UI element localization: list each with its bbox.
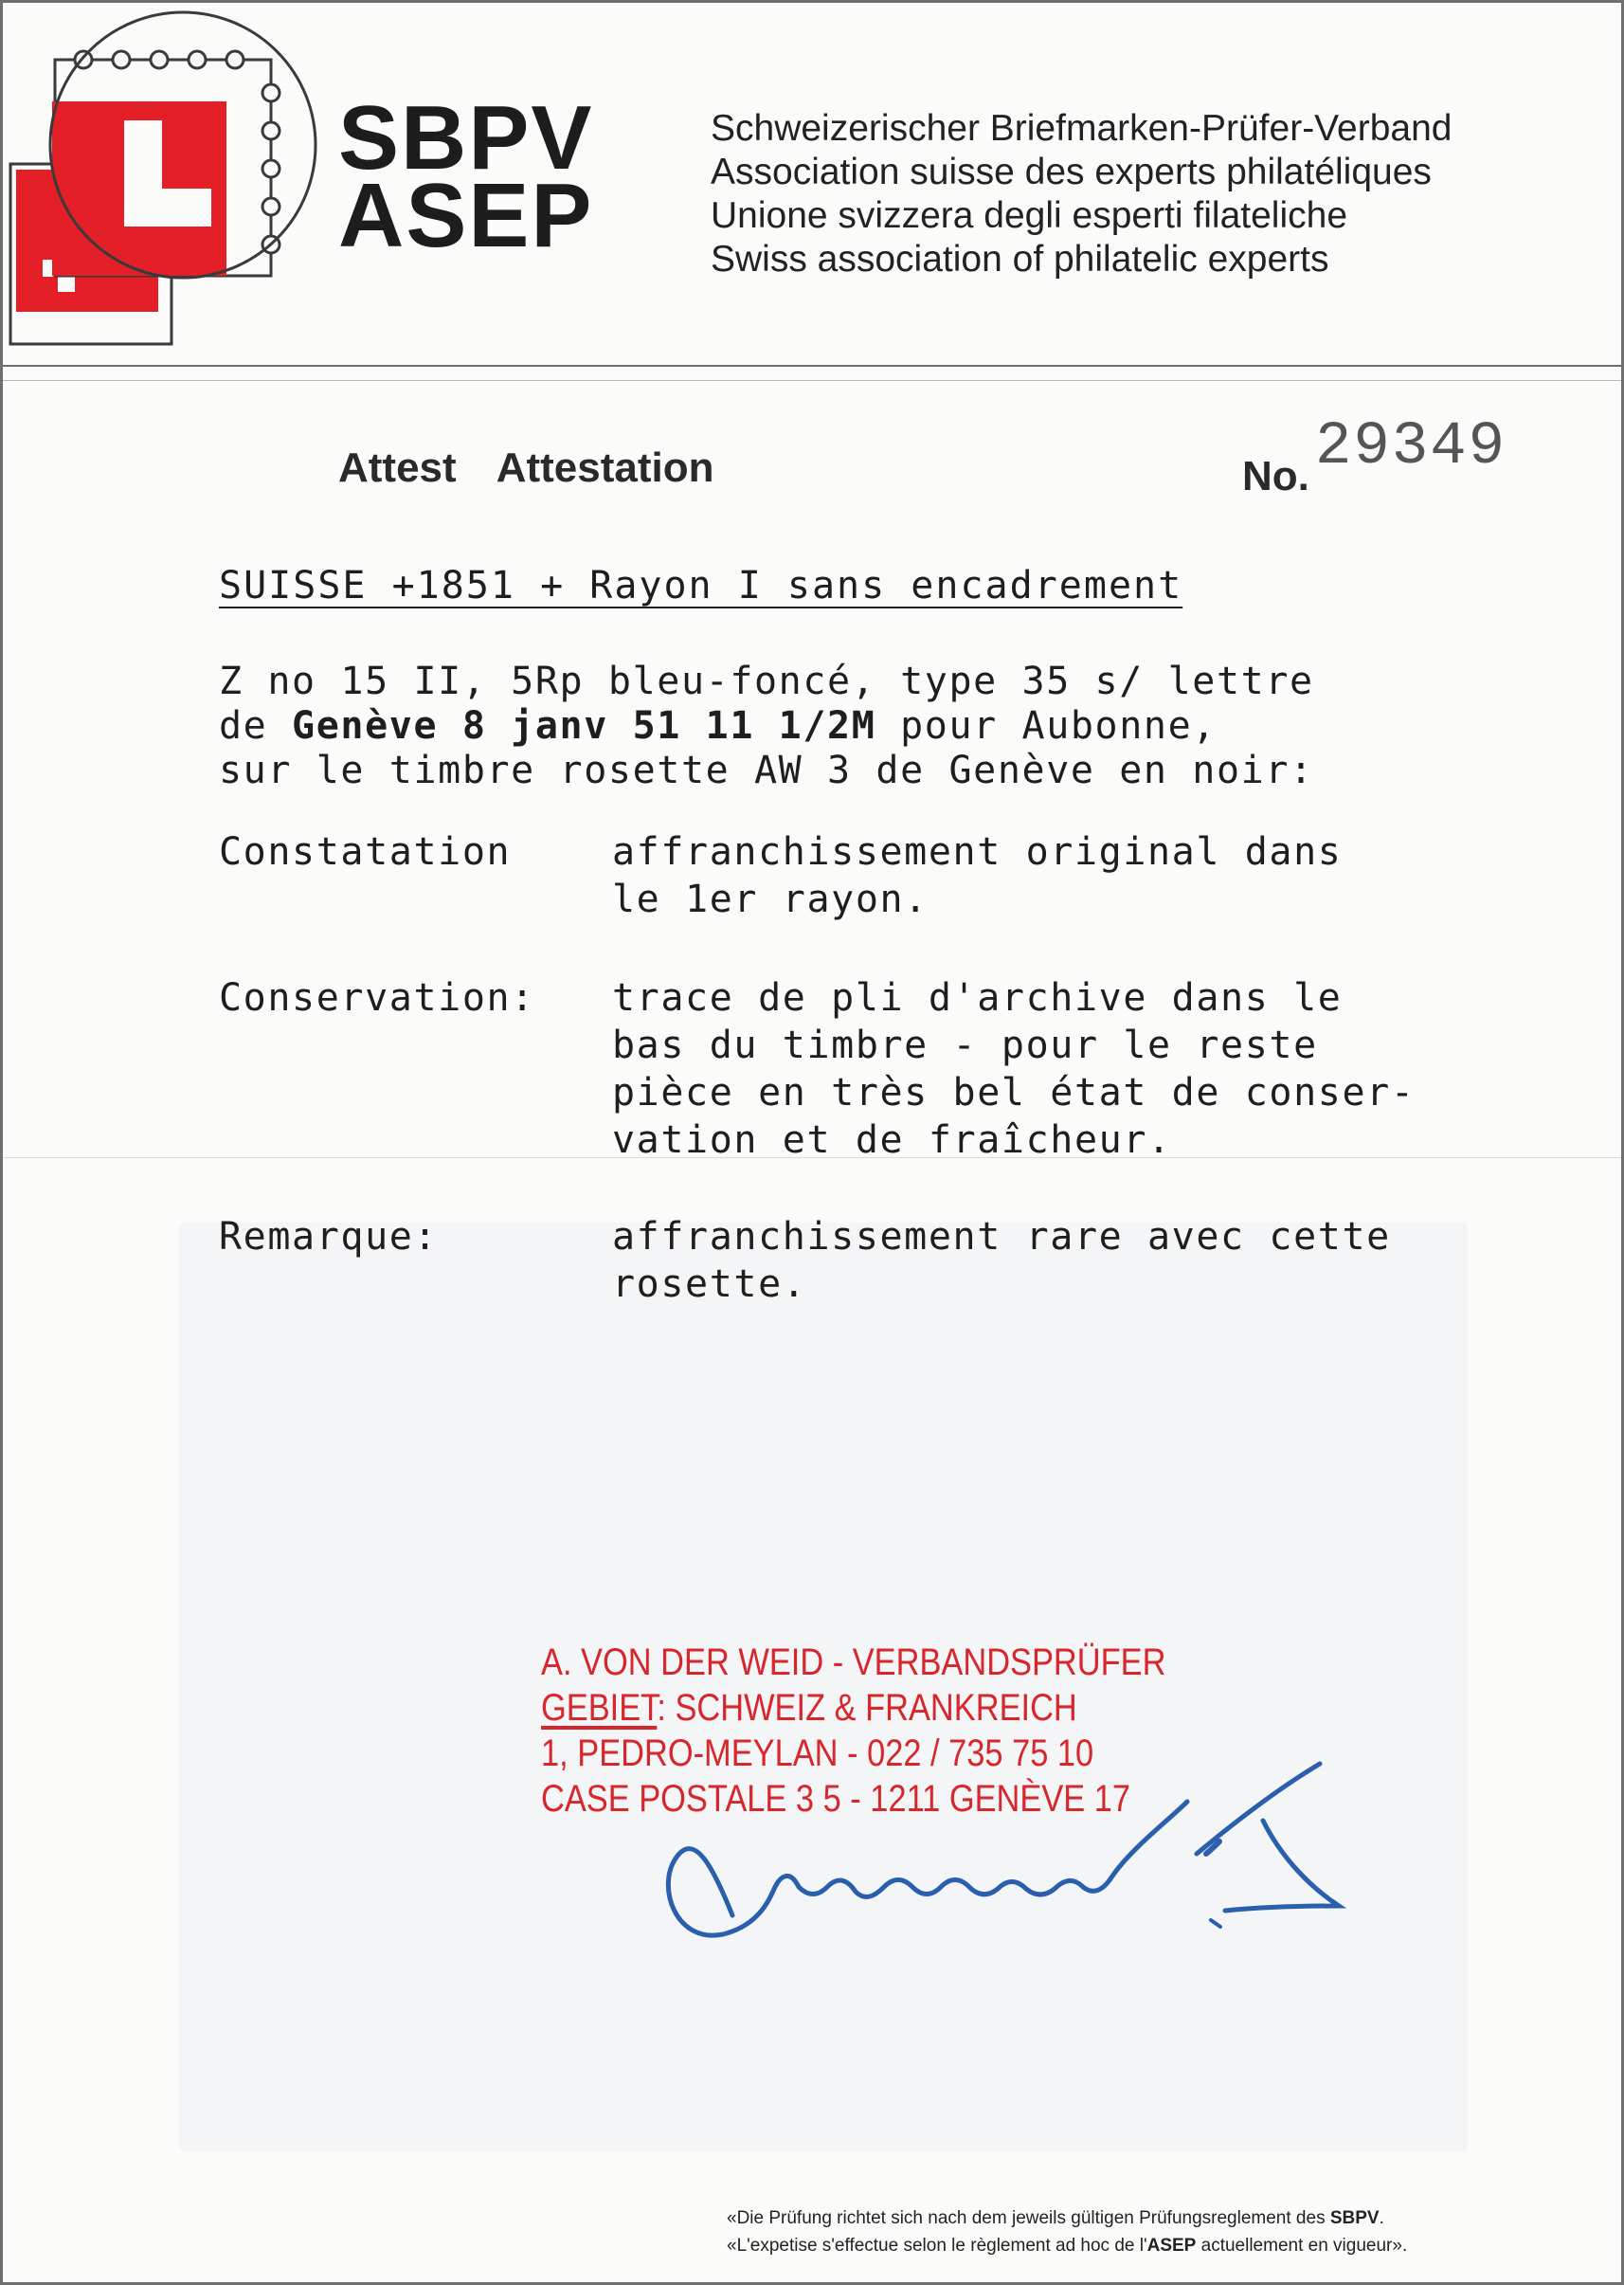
stamp-line-1: A. VON DER WEID - VERBANDSPRÜFER [541, 1641, 1166, 1683]
description-line-2-suffix: pour Aubonne, [875, 704, 1217, 748]
footer-de-bold: SBPV [1329, 2208, 1380, 2228]
brand-name [338, 87, 594, 266]
footer-fr-text: «L'expetise s'effectue selon le règlement ad hoc de l' [727, 2236, 1147, 2256]
description-line-1: Z no 15 II, 5Rp bleu-foncé, type 35 s/ lettre [219, 660, 1314, 703]
stamp-line-2-rest: : SCHWEIZ & FRANKREICH [657, 1687, 1077, 1729]
association-name-it: Unione svizzera degli esperti filateliche [711, 195, 1348, 236]
conservation-value: trace de pli d'archive dans le bas du timbre - pour le reste pièce en très bel état de conser- vation et de fraîcheur. [612, 976, 1416, 1162]
sbpv-logo-icon [3, 3, 325, 363]
remarque-label: Remarque: [219, 1215, 439, 1259]
footer-line-de [727, 2204, 1407, 2232]
association-names [711, 107, 1452, 281]
description-line-3: sur le timbre rosette AW 3 de Genève en noir: [219, 749, 1314, 792]
brand-line-asep: ASEP [338, 165, 594, 266]
stamp-line-2 [541, 1685, 1165, 1731]
footer-fr-end: actuellement en vigueur». [1196, 2236, 1408, 2256]
association-name-fr: Association suisse des experts philatéliques [711, 152, 1432, 192]
footer-notice [727, 2204, 1407, 2259]
constatation-value: affranchissement original dans le 1er rayon. [612, 830, 1343, 921]
certificate-title [338, 444, 753, 492]
description-line-2 [219, 704, 1314, 749]
certificate-subject: SUISSE +1851 + Rayon I sans encadrement [219, 564, 1183, 608]
certificate-number: 29349 [1315, 413, 1507, 481]
handwritten-signature-icon [657, 1754, 1358, 1982]
stamp-line-4: CASE POSTALE 3 5 - 1211 GENÈVE 17 [541, 1778, 1131, 1820]
association-name-en: Swiss association of philatelic experts [711, 239, 1329, 280]
footer-line-fr [727, 2232, 1407, 2259]
footer-de-end: . [1379, 2208, 1384, 2228]
item-description [219, 660, 1314, 793]
remarque-value: affranchissement rare avec cette rosette. [612, 1215, 1391, 1306]
description-line-2-prefix: de [219, 704, 293, 748]
association-name-de: Schweizerischer Briefmarken-Prüfer-Verband [711, 108, 1453, 149]
constatation-label: Constatation [219, 830, 512, 874]
header-divider-secondary [3, 380, 1624, 381]
brand-line-sbpv: SBPV [338, 87, 594, 189]
stamp-line-3: 1, PEDRO-MEYLAN - 022 / 735 75 10 [541, 1732, 1094, 1774]
postmark-text: Genève 8 janv 51 11 1/2M [292, 704, 876, 748]
title-attestation: Attestation [496, 444, 714, 491]
header-divider [3, 365, 1624, 367]
conservation-label: Conservation: [219, 976, 535, 1020]
footer-fr-bold: ASEP [1146, 2236, 1197, 2256]
title-attest: Attest [338, 444, 457, 491]
footer-de-text: «Die Prüfung richtet sich nach dem jeweils gültigen Prüfungsreglement des [727, 2208, 1330, 2228]
certificate-number-label: No. [1242, 453, 1309, 499]
stamp-line-2-underlined: GEBIET [541, 1687, 658, 1729]
